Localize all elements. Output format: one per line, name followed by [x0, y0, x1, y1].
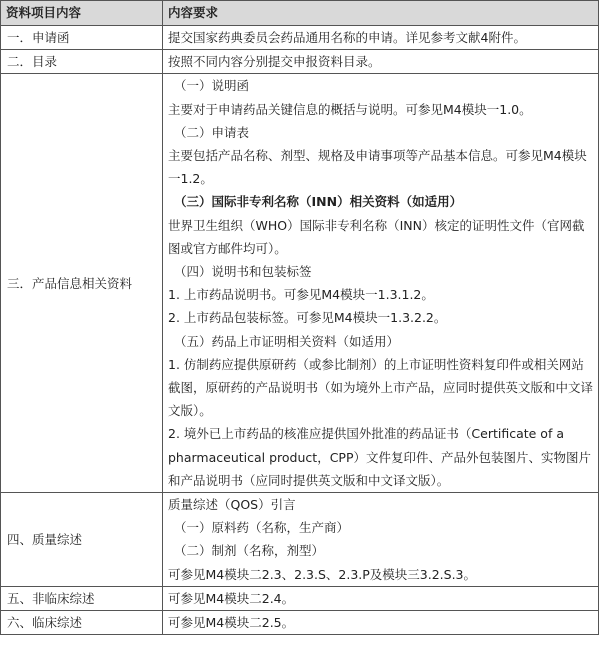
section-heading: （二）申请表: [174, 124, 250, 140]
requirement-line: 质量综述（QOS）引言: [168, 497, 296, 513]
section-heading: （一）说明函: [174, 78, 250, 94]
table-row: [1, 26, 599, 50]
requirement-line: 按照不同内容分别提交申报资料目录。: [168, 54, 381, 70]
requirement-line: 1. 上市药品说明书。可参见M4模块一1.3.1.2。: [168, 287, 434, 303]
table-row: [1, 74, 599, 493]
row-item: 一．申请函: [1, 26, 163, 50]
requirement-line: 1. 仿制药应提供原研药（或参比制剂）的上市证明性资料复印件或相关网站截图，原研药的产品说明书（如为境外上市产品，应同时提供英文版和中文译文版）。: [168, 356, 594, 419]
requirement-line: 主要对于申请药品关键信息的概括与说明。可参见M4模块一1.0。: [168, 101, 532, 117]
section-heading: （五）药品上市证明相关资料（如适用）: [174, 333, 400, 349]
requirement-line: 提交国家药典委员会药品通用名称的申请。详见参考文献4附件。: [168, 30, 526, 45]
requirement-line: 世界卫生组织（WHO）国际非专利名称（INN）核定的证明性文件（官网截图或官方邮件均可）。: [168, 217, 585, 256]
section-heading: （一）原料药（名称，生产商）: [174, 520, 350, 536]
row-requirement: [163, 26, 599, 50]
row-item: 三．产品信息相关资料: [1, 74, 163, 493]
table-row: [1, 586, 599, 610]
requirement-line: 可参见M4模块二2.5。: [168, 615, 295, 631]
row-requirement: [163, 74, 599, 493]
requirement-line: 2. 上市药品包装标签。可参见M4模块一1.3.2.2。: [168, 310, 447, 326]
table-header-row: [1, 1, 599, 26]
table-row: [1, 611, 599, 635]
requirement-line: 可参见M4模块二2.4。: [168, 590, 295, 606]
requirement-line: 2. 境外已上市药品的核准应提供国外批准的药品证书（Certificate of a pharmaceutical product，CPP）文件复印件、产品外包装图片、实物图片和产品说明书（应同时提供英文版和中文译文版）。: [168, 426, 591, 488]
table-row: [1, 493, 599, 587]
requirement-line: 可参见M4模块二2.3、2.3.S、2.3.P及模块三3.2.S.3。: [168, 566, 477, 582]
section-heading: （四）说明书和包装标签: [174, 264, 312, 280]
header-item-content: 资料项目内容: [1, 1, 163, 26]
row-item: 五、非临床综述: [1, 586, 163, 610]
header-requirements: 内容要求: [163, 1, 599, 26]
row-requirement: [163, 493, 599, 587]
row-requirement: [163, 586, 599, 610]
section-heading-bold: （三）国际非专利名称（INN）相关资料（如适用）: [174, 194, 463, 210]
section-heading: （二）制剂（名称，剂型）: [174, 543, 325, 559]
table-row: [1, 50, 599, 74]
row-requirement: [163, 611, 599, 635]
row-requirement: [163, 50, 599, 74]
row-item: 二．目录: [1, 50, 163, 74]
row-item: 四、质量综述: [1, 493, 163, 587]
row-item: 六、临床综述: [1, 611, 163, 635]
requirement-line: 主要包括产品名称、剂型、规格及申请事项等产品基本信息。可参见M4模块一1.2。: [168, 148, 587, 187]
